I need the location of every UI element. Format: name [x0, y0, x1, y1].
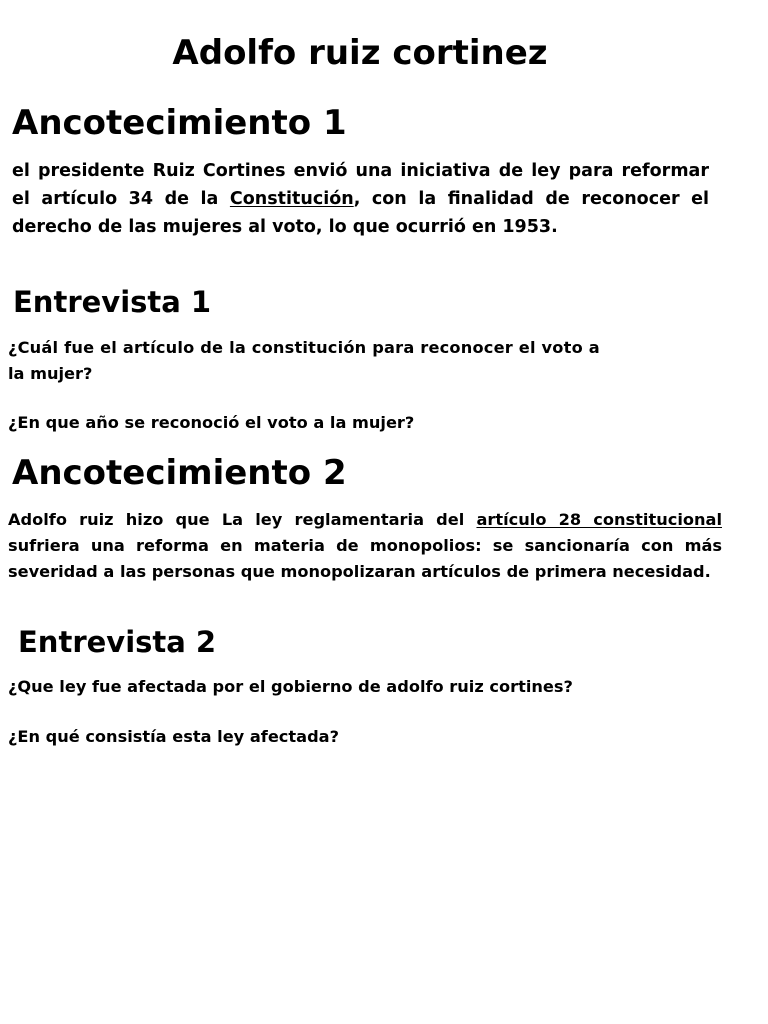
section-2-paragraph	[8, 507, 722, 585]
interview-1-question-1-line-1: ¿Cuál fue el artículo de la constitución para reconocer el voto a	[8, 338, 600, 357]
page-title: Adolfo ruiz cortinez	[172, 33, 548, 73]
section-1-text-end: , con la finalidad de reconocer el derecho de las mujeres al voto, lo que ocurrió en 1953.	[12, 189, 710, 237]
section-2-text-start: Adolfo ruiz hizo que La ley reglamentaria del	[8, 510, 477, 529]
interview-1-heading: Entrevista 1	[13, 285, 212, 319]
section-2-text-end: sufriera una reforma en materia de monopolios: se sancionaría con más severidad a las personas que monopolizaran artículos de primera necesidad.	[8, 536, 722, 581]
interview-1-question-2: ¿En que año se reconoció el voto a la mujer?	[8, 413, 415, 432]
section-1-text-start: el presidente Ruiz Cortines envió una iniciativa de ley para reformar el artículo 34 de la	[12, 161, 709, 209]
section-1-heading: Ancotecimiento 1	[12, 103, 347, 143]
section-2-heading: Ancotecimiento 2	[12, 453, 347, 493]
constitucion-link[interactable]: Constitución	[229, 189, 354, 209]
interview-1-question-1	[8, 335, 668, 387]
interview-2-heading: Entrevista 2	[18, 625, 217, 659]
interview-2-question-1: ¿Que ley fue afectada por el gobierno de adolfo ruiz cortines?	[8, 677, 573, 696]
interview-2-question-2: ¿En qué consistía esta ley afectada?	[8, 727, 339, 746]
articulo-28-link[interactable]: artículo 28 constitucional	[476, 510, 722, 529]
interview-1-question-1-line-2: la mujer?	[8, 364, 93, 383]
section-1-paragraph	[12, 157, 709, 241]
